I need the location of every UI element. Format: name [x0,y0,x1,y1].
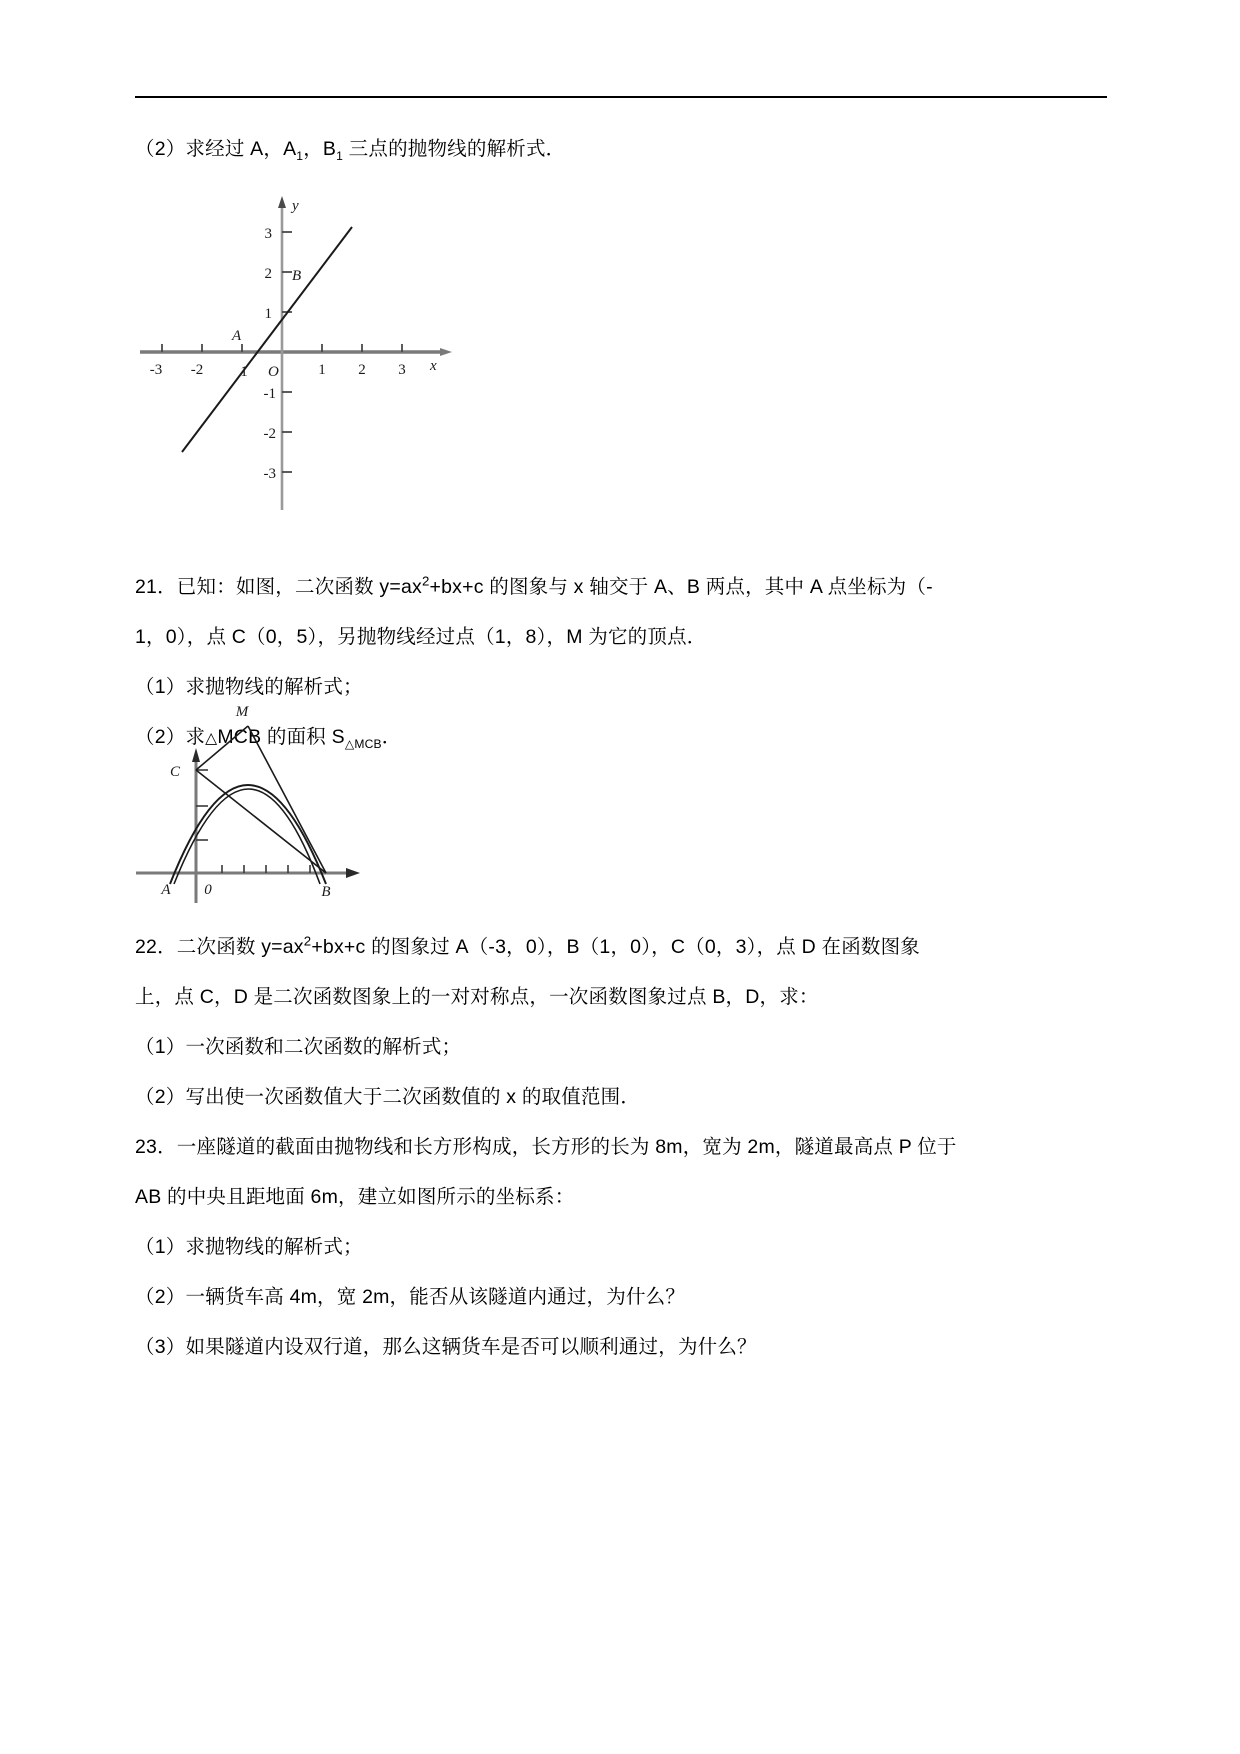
question-21 [135,573,1105,598]
q23-line-2: AB 的中央且距地面 6m，建立如图所示的坐标系： [135,1186,575,1208]
question-23-line3-wrap [135,1238,1105,1258]
x-tick-label-3: 3 [398,362,406,378]
x-tick-label--2: -2 [190,362,204,378]
q20-part2-line: （2）求经过 A，$A_1$，$B_1$ 三点的抛物线的解析式． [135,138,566,163]
question-22-line4-wrap [135,1088,1105,1108]
y-tick-label--2: -2 [263,426,276,442]
fig2-point-label-A: A [161,882,171,898]
q21-line-4: （2）求△MCB 的面积 $S_{\triangle MCB}$． [135,726,402,751]
fig2-point-label-C: C [169,764,180,780]
figure-parabola-graph [130,688,390,923]
q23-line-3: （1）求抛物线的解析式； [135,1236,363,1258]
y-tick-label-2: 2 [264,266,272,282]
q22-line-1: 22．二次函数 $y=ax^2+bx+c$ 的图象过 A（-3，0），B（1，0），C（0，3），点 D 在函数图象 [135,933,921,958]
x-tick-label--3: -3 [149,362,163,378]
fig2-origin-label: 0 [204,882,212,898]
fig2-x-axis [136,868,360,878]
question-22 [135,933,1105,958]
figure-linear-graph [140,190,460,510]
q21-line-1: 21．已知：如图，二次函数 $y=ax^2+bx+c$ 的图象与 x 轴交于 A、B 两点，其中 A 点坐标为（- [135,573,933,598]
x-axis [140,348,452,356]
q23-line-4: （2）一辆货车高 4m，宽 2m，能否从该隧道内通过，为什么？ [135,1286,686,1308]
y-tick-label-3: 3 [264,226,272,242]
point-label-A: A [232,328,242,344]
x-tick-label--1: 1 [240,364,248,380]
q21-line-3: （1）求抛物线的解析式； [135,676,363,698]
y-tick-label--3: -3 [263,466,276,482]
y-tick-label-1: 1 [264,306,272,322]
fig2-point-label-M: M [235,704,249,720]
fig2-y-ticks [196,770,208,840]
x-tick-label-1: 1 [318,362,326,378]
q21-line-2: 1，0），点 C（0，5），另抛物线经过点（1，8），M 为它的顶点． [135,626,707,648]
triangle-symbol: △ [205,730,218,747]
y-axis-label: y [292,198,299,214]
question-22-line3-wrap [135,1038,1105,1058]
q22-line-2: 上，点 C，D 是二次函数图象上的一对对称点，一次函数图象过点 B，D，求： [135,986,819,1008]
point-label-B: B [292,268,302,284]
x-tick-label-2: 2 [358,362,366,378]
line-series [182,227,352,452]
question-21-line2-wrap [135,628,1105,648]
parabola-curve [170,785,326,884]
question-23-line4-wrap [135,1288,1105,1308]
origin-label: O [268,364,279,380]
question-23-line2-wrap [135,1188,1105,1208]
q22-line-4: （2）写出使一次函数值大于二次函数值的 x 的取值范围． [135,1086,641,1108]
question-22-line2-wrap [135,988,1105,1008]
q23-line-5: （3）如果隧道内设双行道，那么这辆货车是否可以顺利通过，为什么？ [135,1336,757,1358]
q23-line-1: 23．一座隧道的截面由抛物线和长方形构成，长方形的长为 8m，宽为 2m，隧道最高点 P 位于 [135,1136,957,1158]
x-axis-label: x [430,358,437,374]
y-tick-label--1: -1 [263,386,276,402]
header-rule [135,96,1107,98]
q22-line-3: （1）一次函数和二次函数的解析式； [135,1036,462,1058]
question-23-line5-wrap [135,1338,1105,1358]
question-20-part2 [135,138,1105,163]
figure1-svg [140,190,460,510]
question-23 [135,1138,1105,1158]
fig2-point-label-B: B [321,884,331,900]
figure2-svg [130,688,390,923]
